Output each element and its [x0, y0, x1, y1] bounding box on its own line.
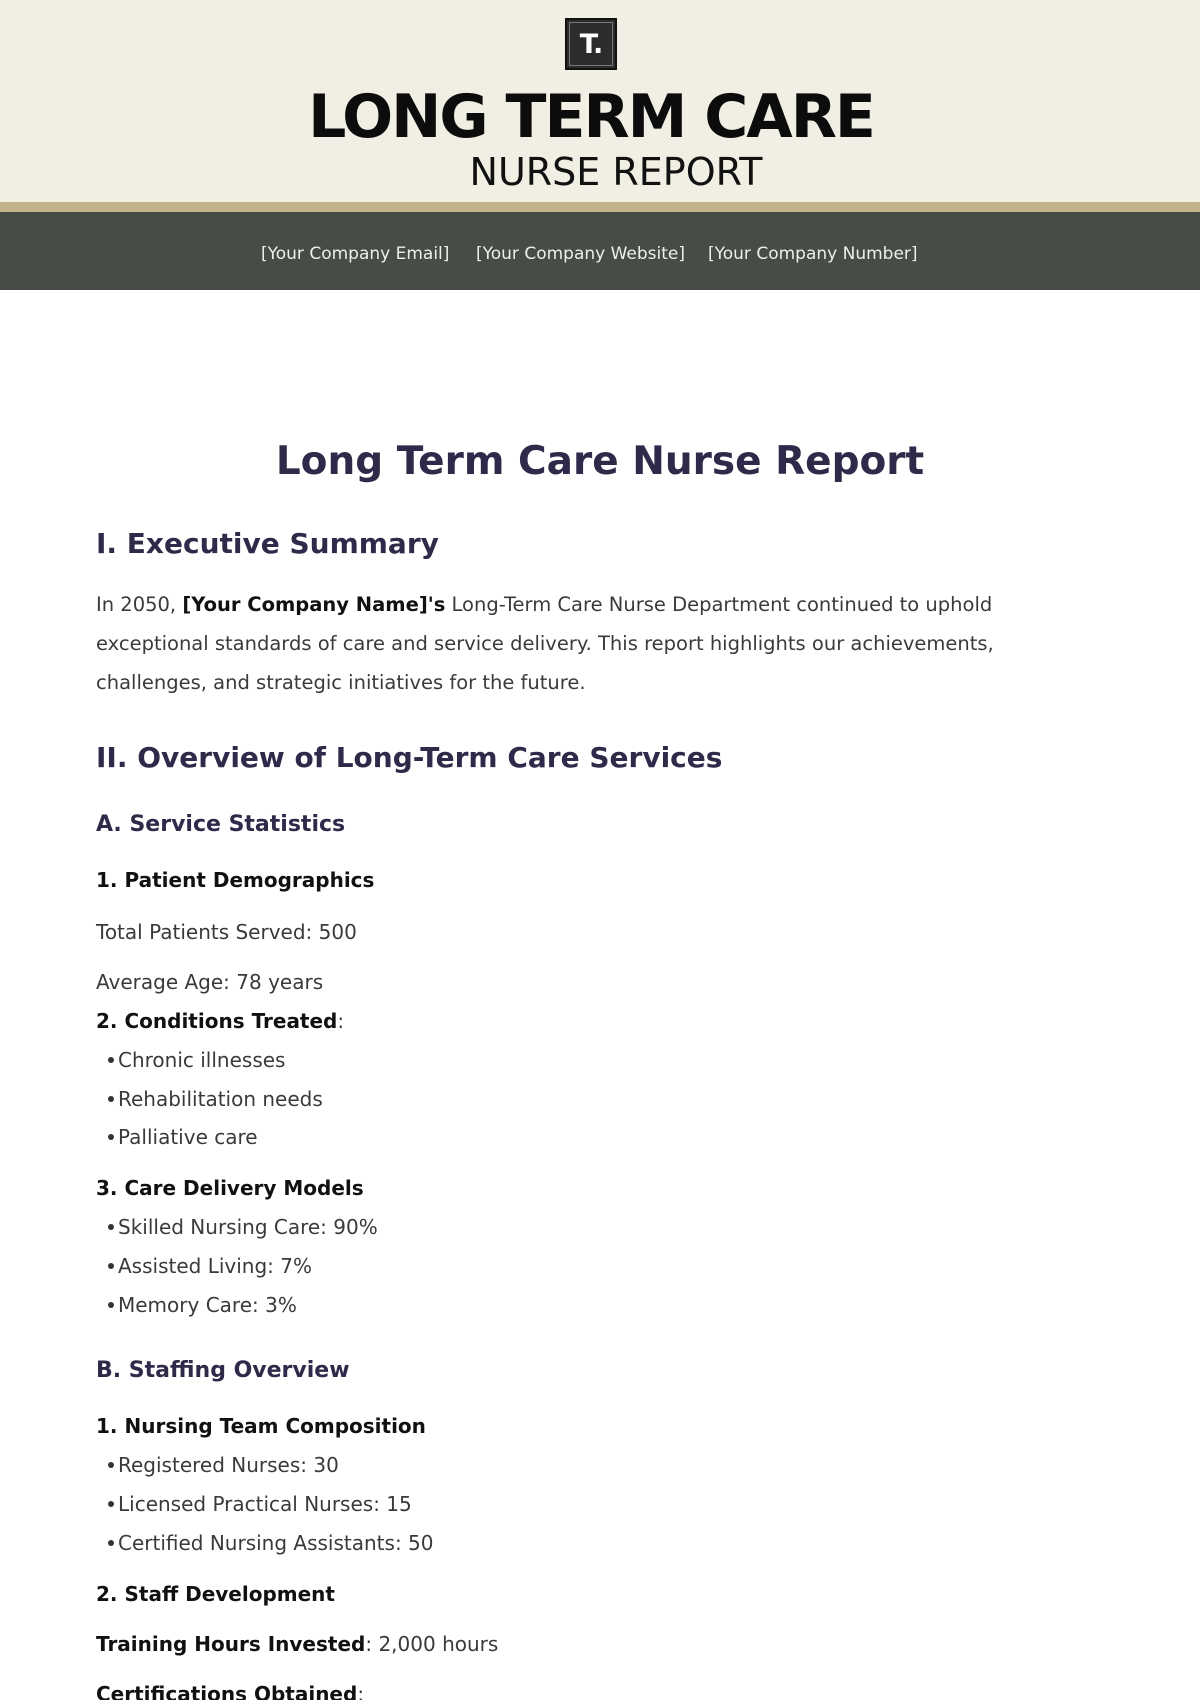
- bullet-icon: [108, 1057, 114, 1063]
- executive-summary-paragraph: [96, 585, 1096, 702]
- bullet-icon: [108, 1263, 114, 1269]
- condition-item: Rehabilitation needs: [118, 1087, 323, 1111]
- conditions-heading-text: 2. Conditions Treated: [96, 1009, 338, 1033]
- list-item: [108, 1213, 378, 1241]
- heading-conditions-treated: [96, 1007, 344, 1035]
- training-hours-value: : 2,000 hours: [365, 1632, 499, 1656]
- heading-patient-demographics: 1. Patient Demographics: [96, 868, 375, 892]
- delivery-model-item: Assisted Living: 7%: [118, 1254, 312, 1278]
- staff-item: Registered Nurses: 30: [118, 1453, 339, 1477]
- header-title: LONG TERM CARE: [308, 82, 874, 152]
- list-item: [108, 1085, 323, 1113]
- summary-lead: In 2050,: [96, 593, 177, 616]
- list-item: [108, 1123, 258, 1151]
- subsection-heading-staffing-overview: B. Staffing Overview: [96, 1358, 350, 1383]
- heading-nursing-team-composition: 1. Nursing Team Composition: [96, 1414, 426, 1438]
- condition-item: Chronic illnesses: [118, 1048, 286, 1072]
- company-email: [Your Company Email]: [261, 244, 450, 264]
- bullet-icon: [108, 1224, 114, 1230]
- list-item: [108, 1529, 434, 1557]
- average-age: Average Age: 78 years: [96, 970, 324, 994]
- heading-care-delivery-models: 3. Care Delivery Models: [96, 1176, 364, 1200]
- list-item: [108, 1252, 312, 1280]
- delivery-model-item: Skilled Nursing Care: 90%: [118, 1215, 378, 1239]
- staff-item: Certified Nursing Assistants: 50: [118, 1531, 434, 1555]
- condition-item: Palliative care: [118, 1125, 258, 1149]
- company-logo: [565, 18, 617, 70]
- list-item: [108, 1046, 285, 1074]
- subsection-heading-service-statistics: A. Service Statistics: [96, 812, 346, 837]
- header-subtitle: NURSE REPORT: [469, 150, 763, 194]
- bullet-icon: [108, 1096, 114, 1102]
- list-item: [108, 1291, 297, 1319]
- summary-body: Long-Term Care Nurse Department continued to uphold exceptional standards of care and service delivery. This report highlights our achievements, challenges, and strategic initiatives for the future.: [96, 593, 994, 694]
- company-name-placeholder: [Your Company Name]'s: [182, 593, 446, 616]
- document-title: Long Term Care Nurse Report: [275, 439, 925, 484]
- conditions-heading-colon: :: [337, 1009, 345, 1033]
- company-number: [Your Company Number]: [708, 244, 918, 264]
- header-divider: [0, 202, 1200, 212]
- certifications-value: :: [357, 1682, 365, 1700]
- bullet-icon: [108, 1540, 114, 1546]
- section-heading-executive-summary: I. Executive Summary: [96, 527, 439, 560]
- staff-item: Licensed Practical Nurses: 15: [118, 1492, 412, 1516]
- training-hours-label: Training Hours Invested: [96, 1632, 366, 1656]
- certifications-label: Certifications Obtained: [96, 1682, 358, 1700]
- bullet-icon: [108, 1134, 114, 1140]
- total-patients-served: Total Patients Served: 500: [96, 920, 357, 944]
- list-item: [108, 1451, 339, 1479]
- logo-text: T.: [579, 28, 603, 60]
- bullet-icon: [108, 1501, 114, 1507]
- bullet-icon: [108, 1462, 114, 1468]
- certifications-obtained: [96, 1680, 364, 1700]
- delivery-model-item: Memory Care: 3%: [118, 1293, 297, 1317]
- company-website: [Your Company Website]: [476, 244, 686, 264]
- section-heading-overview: II. Overview of Long-Term Care Services: [96, 741, 723, 774]
- heading-staff-development: 2. Staff Development: [96, 1582, 335, 1606]
- bullet-icon: [108, 1302, 114, 1308]
- list-item: [108, 1490, 412, 1518]
- training-hours: [96, 1630, 498, 1658]
